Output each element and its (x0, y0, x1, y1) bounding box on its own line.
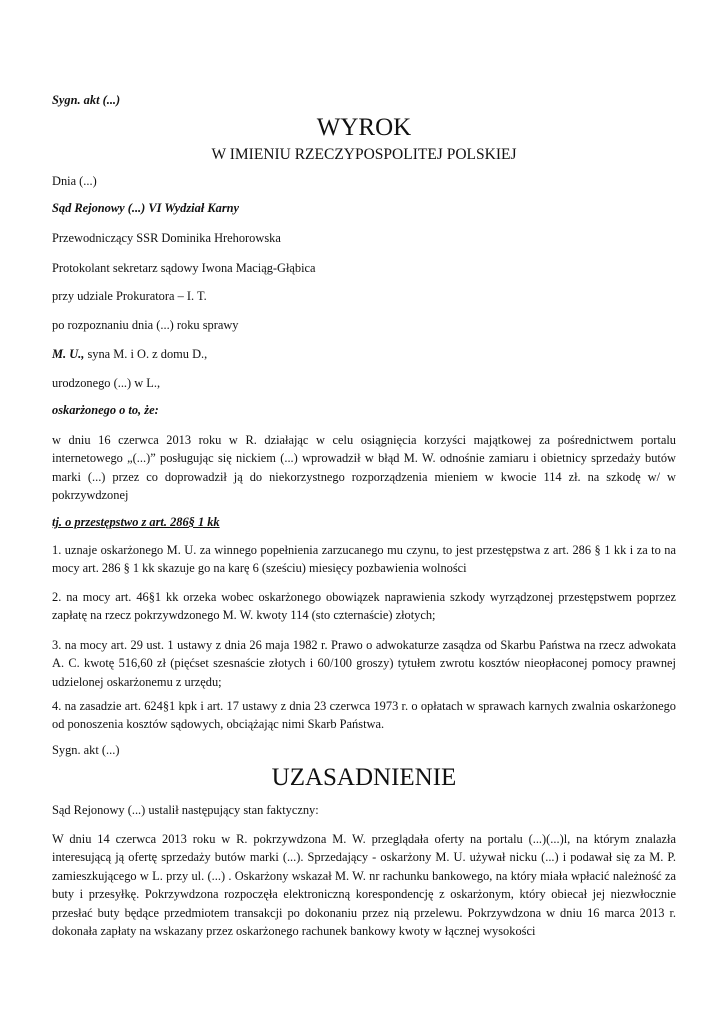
judgment-date: Dnia (...) (52, 174, 97, 188)
justification-intro: Sąd Rejonowy (...) ustalił następujący stan faktyczny: (52, 803, 319, 817)
prosecutor: przy udziale Prokuratora – I. T. (52, 289, 207, 303)
verdict-point-3: 3. na mocy art. 29 ust. 1 ustawy z dnia 26 maja 1982 r. Prawo o adwokaturze zasądza od Skarbu Państwa na rzecz adwokata A. C. kwotę 516,60 zł (pięćset szesnaście złotych i 60/100 groszy) tytułem zwrotu kosztów nieopłaconej pomocy prawnej udzielonej oskarżonemu z urzędu; (52, 638, 676, 689)
justification-facts: W dniu 14 czerwca 2013 roku w R. pokrzywdzona M. W. przeglądała oferty na portalu (...)(...)l, na którym znalazła interesującą ją ofertę sprzedaży butów marki (...). Sprzedający - oskarżony M. U. używał nicku (...) i podawał się za M. P. zamieszkującego w L. przy ul. (...) . Oskarżony wskazał M. W. nr rachunku bankowego, na który miała wpłacić należność za buty i przesyłkę. Pokrzywdzona rozpoczęła elektroniczną korespondencję z oskarżonym, który obiecał jej niezwłocznie przesłać buty będące przedmiotem transakcji po dokonaniu przez nią przelewu. Pokrzywdzona w dniu 16 marca 2013 r. dokonała zapłaty na wskazany przez oskarżonego rachunek bankowy kwoty w łącznej wysokości (52, 832, 676, 939)
charge-description: w dniu 16 czerwca 2013 roku w R. działając w celu osiągnięcia korzyści majątkowej za pośrednictwem portalu internetowego „(...)” posługując się nickiem (...) wprowadził w błąd M. W. odnośnie zamiaru i obietnicy sprzedaży butów marki (...) przez co doprowadził ją do niekorzystnego rozporządzenia mieniem w kwocie 114 zł. na szkodę w/ w pokrzywdzonej (52, 433, 676, 503)
verdict-point-4: 4. na zasadzie art. 624§1 kpk i art. 17 ustawy z dnia 23 czerwca 1973 r. o opłatach w sprawach karnych zwalnia oskarżonego od ponoszenia kosztów sądowych, obciążając nimi Skarb Państwa. (52, 699, 676, 732)
judgment-subtitle: W IMIENIU RZECZYPOSPOLITEJ POLSKIEJ (211, 146, 517, 163)
defendant-parentage: syna M. i O. z domu D., (84, 347, 208, 361)
verdict-point-2: 2. na mocy art. 46§1 kk orzeka wobec oskarżonego obowiązek naprawienia szkody wyrządzonej przestępstwem poprzez zapłatę na rzecz pokrzywdzonego M. W. kwoty 114 (sto czternaście) złotych; (52, 590, 676, 623)
justification-case-number: Sygn. akt (...) (52, 743, 120, 757)
justification-title: UZASADNIENIE (271, 764, 457, 791)
defendant-birth: urodzonego (...) w L., (52, 376, 161, 390)
presiding-judge: Przewodniczący SSR Dominika Hrehorowska (52, 231, 281, 245)
verdict-point-1: 1. uznaje oskarżonego M. U. za winnego popełnienia zarzucanego mu czynu, to jest przestępstwa z art. 286 § 1 kk i za to na mocy art. 286 § 1 kk skazuje go na karę 6 (sześciu) miesięcy pozbawienia wolności (52, 543, 676, 576)
court-name: Sąd Rejonowy (...) VI Wydział Karny (52, 201, 240, 215)
hearing-date: po rozpoznaniu dnia (...) roku sprawy (52, 318, 239, 332)
defendant (52, 345, 207, 363)
case-number: Sygn. akt (...) (52, 93, 121, 107)
judgment-title: WYROK (316, 114, 412, 141)
court-clerk: Protokolant sekretarz sądowy Iwona Maciąg-Głąbica (52, 261, 316, 275)
charge-qualification: tj. o przestępstwo z art. 286§ 1 kk (52, 515, 220, 529)
defendant-name: M. U., (52, 347, 85, 361)
accused-of-heading: oskarżonego o to, że: (52, 403, 159, 417)
